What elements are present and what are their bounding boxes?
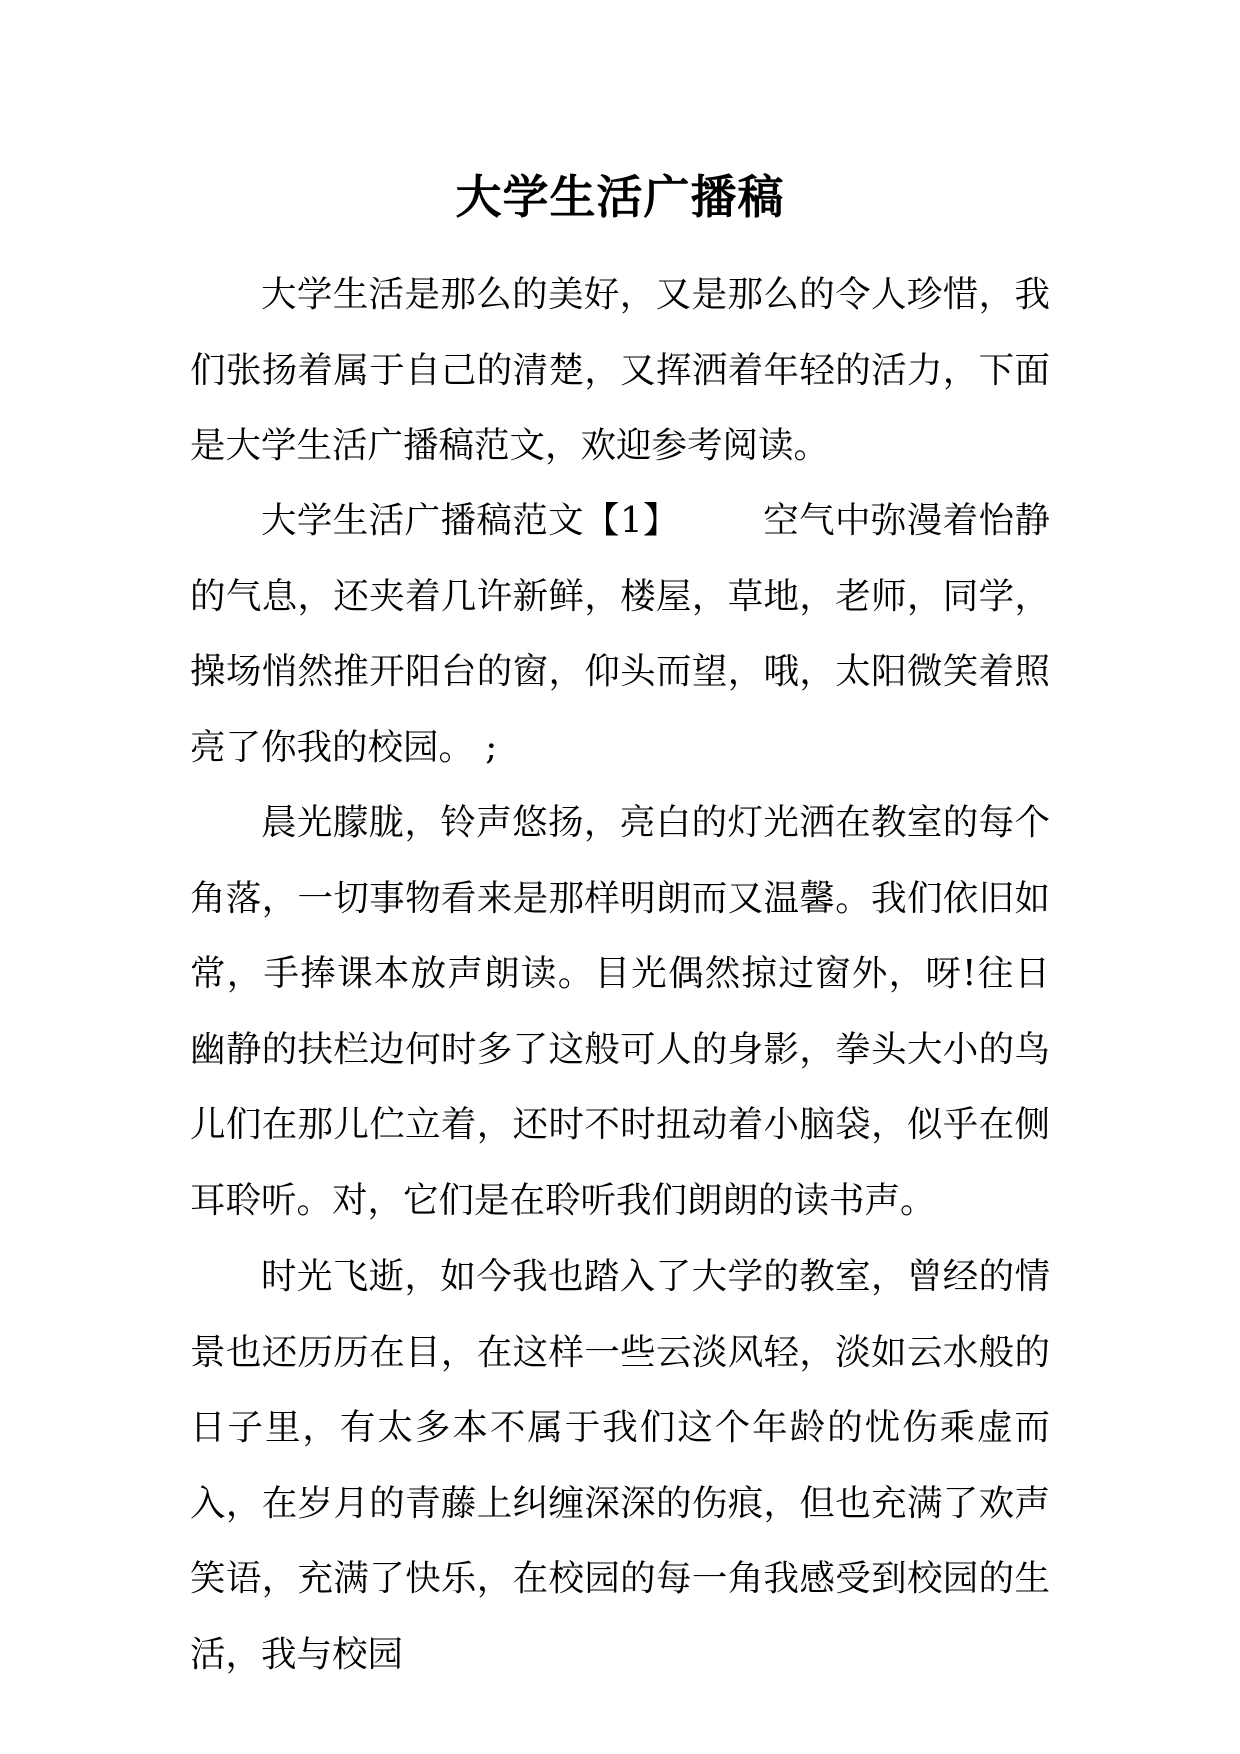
section-heading: 大学生活广播稿范文【1】 <box>261 500 679 541</box>
paragraph-sample-1 <box>190 483 1050 785</box>
paragraph-time <box>190 1239 1050 1692</box>
paragraph-text: 晨光朦胧，铃声悠扬，亮白的灯光洒在教室的每个角落，一切事物看来是那样明朗而又温馨。我们依旧如常，手捧课本放声朗读。目光偶然掠过窗外，呀!往日幽静的扶栏边何时多了这般可人的身影，拳头大小的鸟儿们在那儿伫立着，还时不时扭动着小脑袋，似乎在侧耳聆听。对，它们是在聆听我们朗朗的读书声。 <box>190 802 1050 1221</box>
paragraph-text: 时光飞逝，如今我也踏入了大学的教室，曾经的情景也还历历在目，在这样一些云淡风轻，淡如云水般的日子里，有太多本不属于我们这个年龄的忧伤乘虚而入，在岁月的青藤上纠缠深深的伤痕，但也充满了欢声笑语，充满了快乐，在校园的每一角我感受到校园的生活，我与校园 <box>190 1256 1050 1675</box>
paragraph-text: 空气中弥漫着怡静的气息，还夹着几许新鲜，楼屋，草地，老师，同学，操场悄然推开阳台的窗，仰头而望，哦，太阳微笑着照亮了你我的校园。 ; <box>190 500 1050 768</box>
paragraph-morning <box>190 785 1050 1238</box>
paragraph-with-heading <box>190 483 1050 785</box>
document-title: 大学生活广播稿 <box>455 170 785 224</box>
paragraph-intro <box>190 257 1050 484</box>
paragraph-text: 大学生活是那么的美好，又是那么的令人珍惜，我们张扬着属于自己的清楚，又挥洒着年轻的活力，下面是大学生活广播稿范文，欢迎参考阅读。 <box>190 274 1050 466</box>
